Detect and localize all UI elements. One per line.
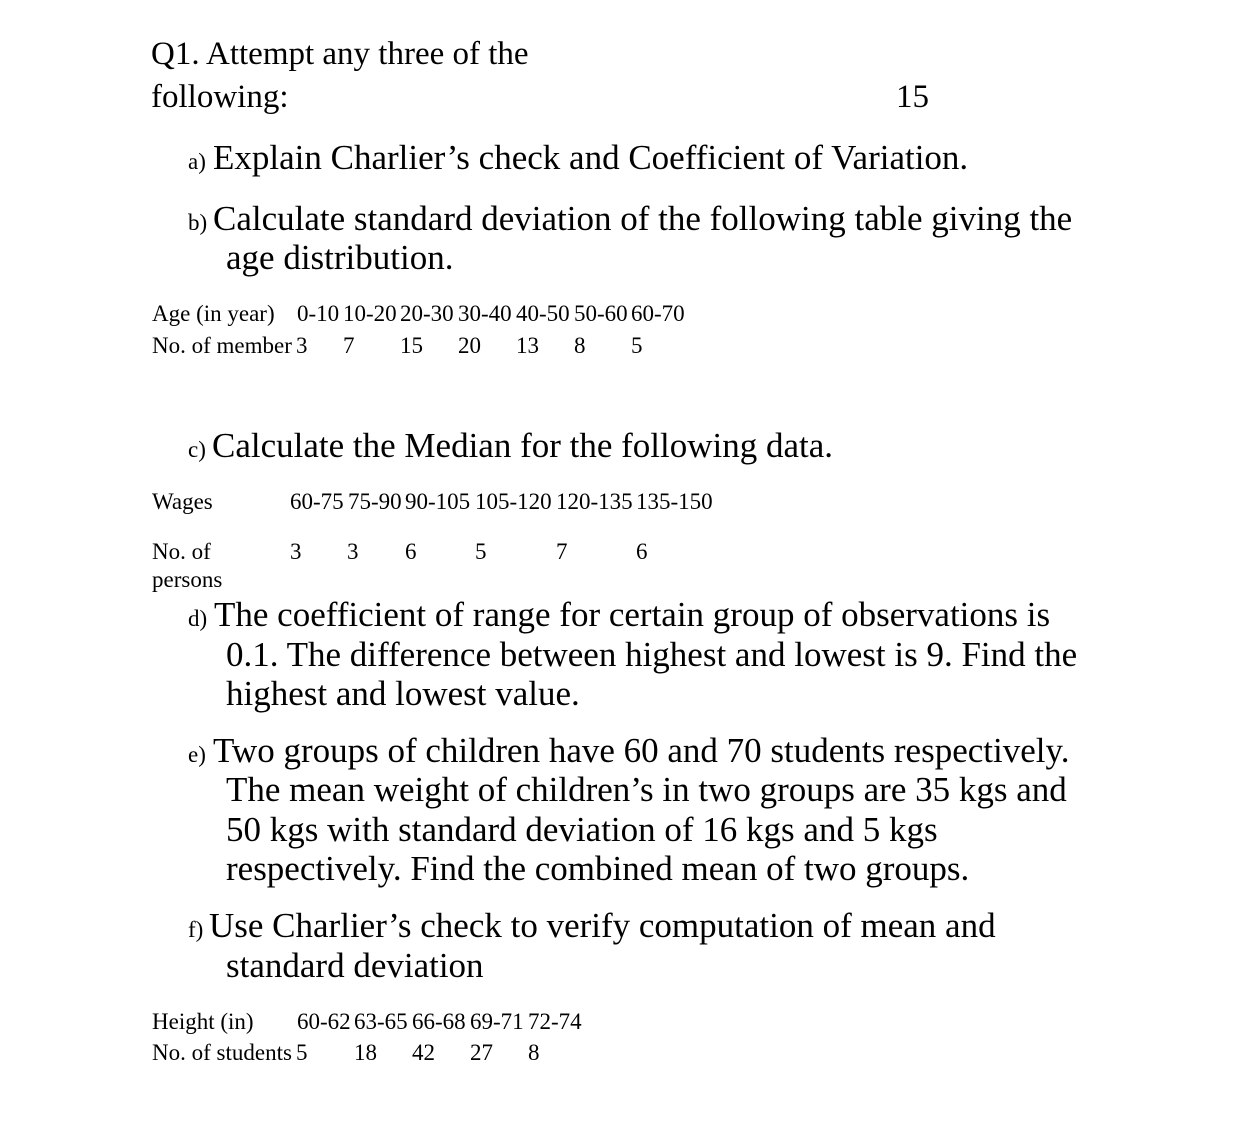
wages-table-header: 60-75 — [290, 489, 344, 514]
question-title-line-1: Q1. Attempt any three of the — [151, 36, 529, 72]
age-table-value: 3 — [296, 333, 308, 358]
age-table-row-label-1: Age (in year) — [152, 301, 275, 326]
wages-table-header: 135-150 — [636, 489, 713, 514]
item-e-line-4: respectively. Find the combined mean of two groups. — [226, 849, 970, 888]
wages-table-value: 6 — [405, 539, 417, 564]
item-c-line-1: Calculate the Median for the following data. — [212, 426, 834, 465]
item-e-label: e) — [188, 742, 206, 767]
age-table-value: 13 — [516, 333, 539, 358]
wages-table-header: 120-135 — [556, 489, 633, 514]
item-d-line-1: The coefficient of range for certain group of observations is — [214, 595, 1051, 634]
age-table-header: 20-30 — [400, 301, 454, 326]
height-table-value: 8 — [528, 1040, 540, 1065]
height-table-value: 27 — [470, 1040, 493, 1065]
item-d-line-2: 0.1. The difference between highest and lowest is 9. Find the — [226, 635, 1078, 674]
height-table-row-label-2: No. of students — [152, 1040, 292, 1065]
height-table-value: 42 — [412, 1040, 435, 1065]
age-table-header: 10-20 — [343, 301, 397, 326]
height-table-value: 18 — [354, 1040, 377, 1065]
height-table-row-label-1: Height (in) — [152, 1009, 254, 1034]
wages-table-value: 3 — [347, 539, 359, 564]
height-table-header: 63-65 — [354, 1009, 408, 1034]
age-table-header: 0-10 — [297, 301, 340, 326]
wages-table-header: 105-120 — [475, 489, 552, 514]
item-d-label: d) — [188, 606, 208, 631]
height-table-header: 69-71 — [470, 1009, 524, 1034]
age-table-value: 20 — [458, 333, 481, 358]
wages-table-value: 6 — [636, 539, 648, 564]
item-e-line-1: Two groups of children have 60 and 70 students respectively. — [213, 731, 1070, 770]
wages-table-row-label-1: Wages — [152, 489, 213, 514]
item-d-line-3: highest and lowest value. — [226, 674, 580, 713]
age-table-value: 15 — [400, 333, 423, 358]
wages-table-row-label-2b: persons — [152, 567, 223, 592]
item-f-label: f) — [188, 917, 204, 942]
item-a-line-1: Explain Charlier’s check and Coefficient of Variation. — [213, 138, 969, 177]
wages-table-header: 90-105 — [405, 489, 471, 514]
height-table-header: 60-62 — [297, 1009, 351, 1034]
item-b-label: b) — [188, 210, 208, 235]
height-table-header: 66-68 — [412, 1009, 466, 1034]
height-table-header: 72-74 — [528, 1009, 582, 1034]
item-a-label: a) — [188, 149, 206, 174]
age-table-header: 40-50 — [516, 301, 570, 326]
item-e-line-2: The mean weight of children’s in two groups are 35 kgs and — [226, 770, 1067, 809]
item-c-label: c) — [188, 437, 206, 462]
wages-table-value: 5 — [475, 539, 487, 564]
height-table-value: 5 — [296, 1040, 308, 1065]
item-b-line-1: Calculate standard deviation of the following table giving the — [213, 199, 1073, 238]
age-table-header: 60-70 — [631, 301, 685, 326]
question-marks: 15 — [896, 79, 929, 115]
age-table-header: 30-40 — [458, 301, 512, 326]
age-table-value: 7 — [343, 333, 355, 358]
wages-table-header: 75-90 — [348, 489, 402, 514]
age-table-value: 8 — [574, 333, 586, 358]
wages-table-value: 3 — [290, 539, 302, 564]
age-table-header: 50-60 — [574, 301, 628, 326]
question-title-line-2: following: — [151, 79, 289, 115]
age-table-value: 5 — [631, 333, 643, 358]
item-f-line-1: Use Charlier’s check to verify computation of mean and — [209, 906, 996, 945]
item-f-line-2: standard deviation — [226, 946, 484, 985]
wages-table-row-label-2a: No. of — [152, 539, 211, 564]
age-table-row-label-2: No. of member — [152, 333, 292, 358]
wages-table-value: 7 — [556, 539, 568, 564]
item-b-line-2: age distribution. — [226, 238, 454, 277]
item-e-line-3: 50 kgs with standard deviation of 16 kgs and 5 kgs — [226, 810, 938, 849]
